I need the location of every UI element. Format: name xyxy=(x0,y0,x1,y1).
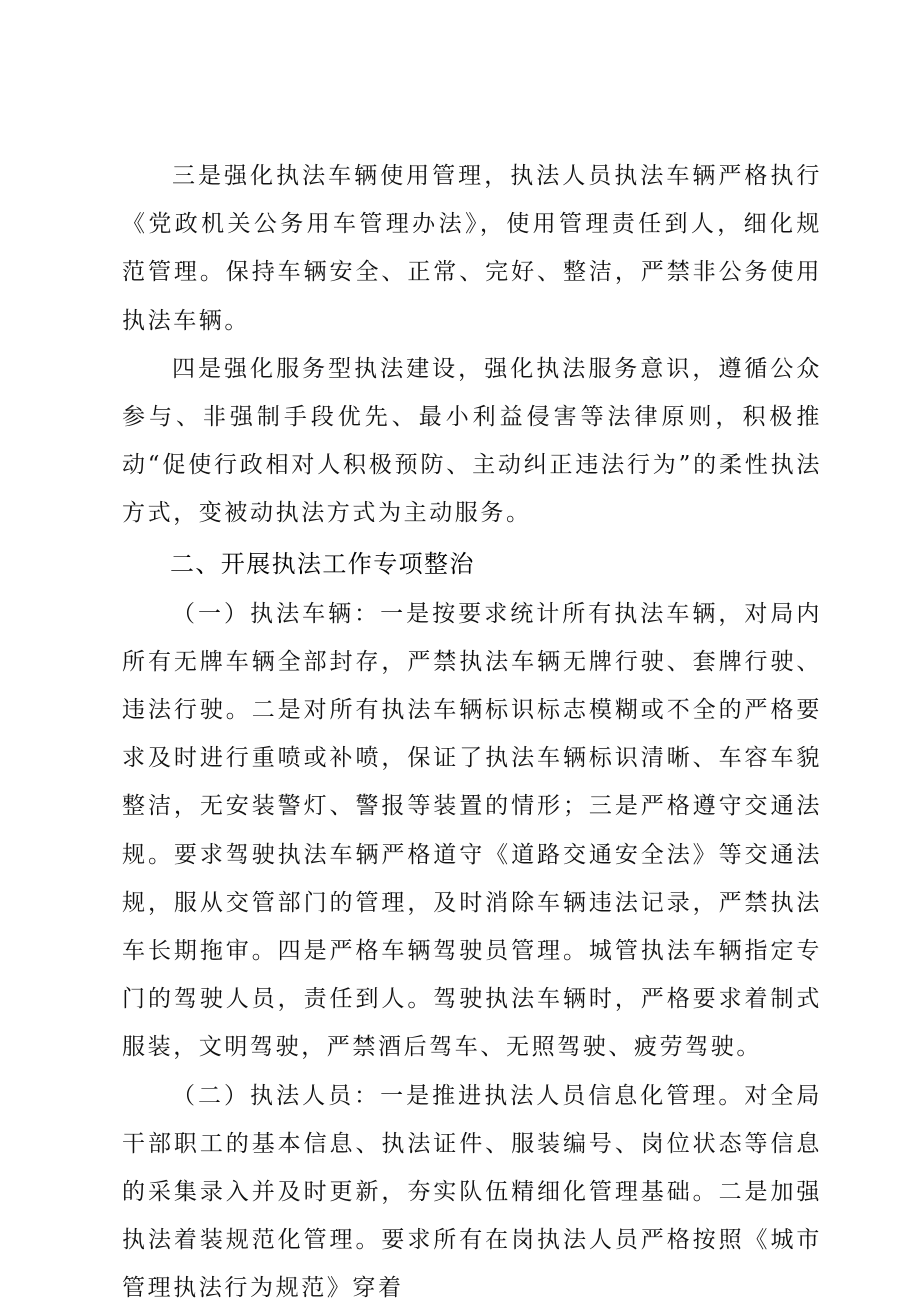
section-heading: 二、开展执法工作专项整治 xyxy=(170,549,475,578)
paragraph-enforcement-vehicles: （一）执法车辆：一是按要求统计所有执法车辆，对局内所有无牌车辆全部封存，严禁执法车辆无牌行驶、套牌行驶、违法行驶。二是对所有执法车辆标识标志模糊或不全的严格要求及时进行重喷或补喷，保证了执法车辆标识清晰、车容车貌整洁，无安装警灯、警报等装置的情形；三是严格遵守交通法规。要求驾驶执法车辆严格道守《道路交通安全法》等交通法规，服从交管部门的管理，及时消除车辆违法记录，严禁执法车长期拖审。四是严格车辆驾驶员管理。城管执法车辆指定专门的驾驶人员，责任到人。驾驶执法车辆时，严格要求着制式服装，文明驾驶，严禁酒后驾车、无照驾驶、疲劳驾驶。 xyxy=(122,600,822,1061)
paragraph-service-enforcement: 四是强化服务型执法建设，强化执法服务意识，遵循公众参与、非强制手段优先、最小利益侵害等法律原则，积极推动“促使行政相对人积极预防、主动纠正违法行为”的柔性执法方式，变被动执法方式为主动服务。 xyxy=(122,355,822,527)
paragraph-enforcement-personnel: （二）执法人员：一是推进执法人员信息化管理。对全局干部职工的基本信息、执法证件、服装编号、岗位状态等信息的采集录入并及时更新，夯实队伍精细化管理基础。二是加强执法着装规范化管理。要求所有在岗执法人员严格按照《城市管理执法行为规范》穿着 xyxy=(122,1082,822,1302)
document-body xyxy=(122,152,822,1313)
paragraph-vehicle-management: 三是强化执法车辆使用管理，执法人员执法车辆严格执行《党政机关公务用车管理办法》，使用管理责任到人，细化规范管理。保持车辆安全、正常、完好、整洁，严禁非公务使用执法车辆。 xyxy=(122,163,822,334)
